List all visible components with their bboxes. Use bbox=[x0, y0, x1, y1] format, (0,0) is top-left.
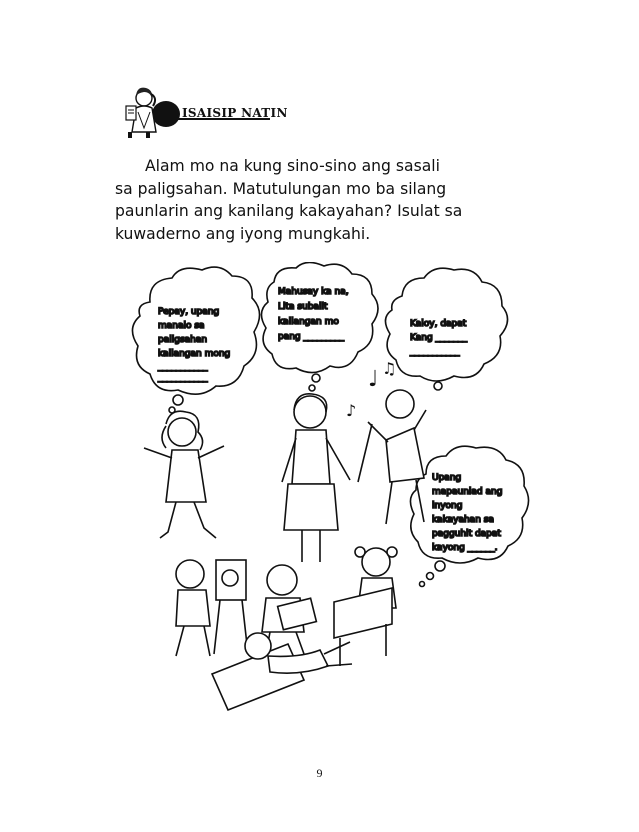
kaloy-line: ___________ bbox=[410, 347, 460, 357]
music-note-icon: ♩ bbox=[368, 367, 379, 392]
pepay-line: manalo sa bbox=[158, 321, 205, 331]
drawing-line: inyong bbox=[432, 501, 463, 511]
pepay-line: paligsahan bbox=[158, 335, 208, 345]
children-talents-illustration bbox=[120, 262, 530, 720]
drawing-line: kayong ______. bbox=[432, 543, 498, 553]
painting-boy-figure bbox=[176, 560, 248, 656]
drawing-line: kakayahan sa bbox=[432, 515, 494, 525]
thought-bubble-kaloy bbox=[385, 268, 507, 390]
kaloy-line: Kang _______ bbox=[410, 333, 468, 343]
pepay-line: Pepay, upang bbox=[158, 307, 220, 317]
thought-bubble-pepay bbox=[132, 267, 259, 413]
lita-line: kailangan mo bbox=[278, 317, 339, 327]
pepay-line: ___________ bbox=[158, 373, 208, 383]
thought-bubble-drawing bbox=[410, 446, 528, 586]
music-note-icon: ♫ bbox=[382, 359, 397, 378]
lita-line: Lita subalit bbox=[278, 302, 328, 312]
pepay-line: ___________ bbox=[158, 362, 208, 372]
dancing-girl-figure bbox=[144, 411, 224, 538]
instruction-line: Alam mo na kung sino-sino ang sasali bbox=[145, 157, 440, 175]
instruction-paragraph bbox=[115, 155, 515, 245]
instruction-line: sa paligsahan. Matutulungan mo ba silang bbox=[115, 179, 447, 198]
thought-bubble-lita bbox=[261, 262, 378, 391]
section-header bbox=[122, 82, 288, 142]
page-number: 9 bbox=[316, 766, 323, 780]
drawing-line: pagguhit dapat bbox=[432, 529, 501, 539]
music-note-icon: ♪ bbox=[346, 401, 357, 420]
lying-girl-figure bbox=[212, 633, 352, 710]
section-title: ISAISIP NATIN bbox=[182, 106, 288, 120]
drawing-line: Upang bbox=[432, 473, 462, 483]
lita-line: pang _________ bbox=[278, 332, 345, 342]
kaloy-line: Kaloy, dapat bbox=[410, 319, 467, 329]
drawing-line: mapaunlad ang bbox=[432, 487, 503, 497]
girl-at-desk-figure bbox=[334, 547, 397, 666]
singing-girl-figure bbox=[282, 394, 350, 562]
pepay-line: kailangan mong bbox=[158, 349, 231, 359]
instruction-line: kuwaderno ang iyong mungkahi. bbox=[115, 224, 371, 243]
lita-line: Mahusay ka na, bbox=[278, 287, 349, 297]
instruction-line: paunlarin ang kanilang kakayahan? Isulat sa bbox=[115, 202, 463, 220]
